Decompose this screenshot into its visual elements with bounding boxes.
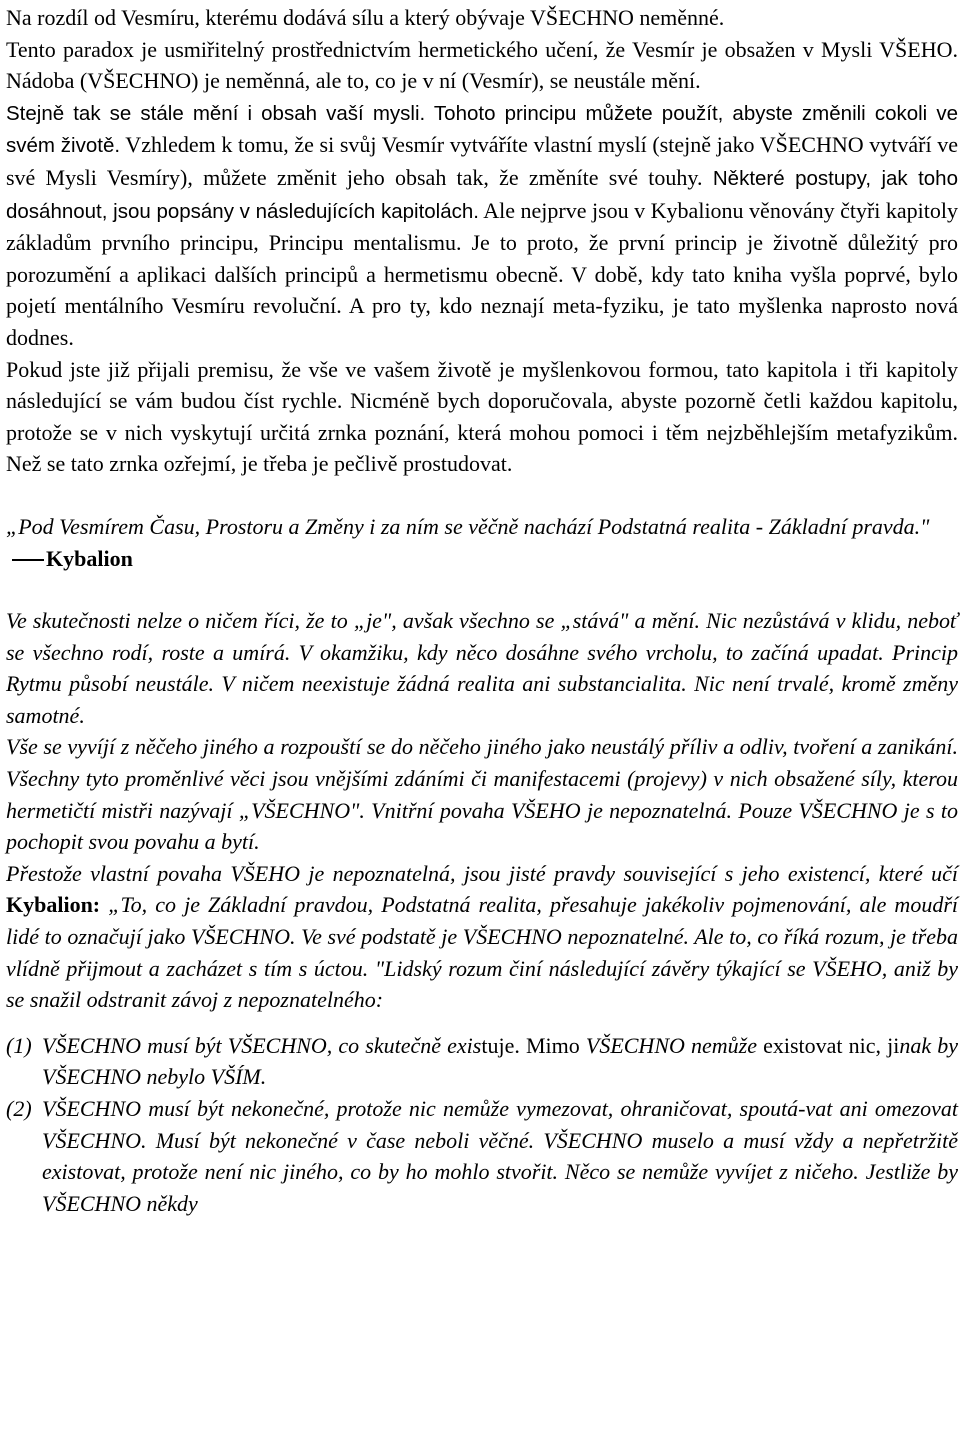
mind-sans-text: Stejně tak se stále mění i obsah vaší mysli. Tohoto principu můžete použít, abyste změnili cokoli ve svém životě. [6,101,958,158]
list-item [6,1030,958,1093]
quote-attribution [6,543,958,575]
mind-text-2: Ale nejprve jsou v Kybalionu věnovány čtyři kapitoly základům prvního principu, Principu mentalismu. Je to proto, že první princip je životně důležitý pro porozumění a aplikaci dalších principů a hermetismu obecně. V době, kdy tato kniha vyšla poprvé, bylo pojetí mentálního Vesmíru revoluční. A pro ty, kdo neznají meta-fyziku, je tato myšlenka naprosto nová dodnes. [6,197,959,350]
intro-line-2: Tento paradox je usmiřitelný prostřednictvím hermetického učení, že Vesmír je obsažen v Mysli VŠEHO. Nádoba (VŠECHNO) je neměnná, ale to, co je v ní (Vesmír), se neustále mění. [6,36,958,94]
paragraph-intro [6,34,958,97]
attribution-name: Kybalion [46,545,133,571]
list-item-italic: VŠECHNO musí být VŠECHNO, co skutečně exis [42,1032,482,1058]
list-item-italic-3: nak by VŠECHNO nebylo VŠÍM. [42,1032,959,1090]
mind-text-1: Vzhledem k tomu, že si svůj Vesmír vytváříte vlastní myslí (stejně jako VŠECHNO vytváří ve své Mysli Vesmíry), můžete změnit jeho obsah tak, že změníte své touhy. [6,132,958,190]
nature-kybalion-bold: Kybalion: [6,892,101,918]
attribution-dash [12,559,44,561]
intro-line-1: Na rozdíl od Vesmíru, kterému dodává sílu a který obývaje VŠECHNO neměnné. [6,5,725,30]
list-item-text [42,1030,958,1093]
list-item-upright: tuje. Mimo [481,1032,586,1058]
paragraph-flow: Vše se vyvíjí z něčeho jiného a rozpouští se do něčeho jiného jako neustálý příliv a odliv, tvoření a zanikání. Všechny tyto proměnlivé věci jsou vnějšími zdáními či manifestacemi (projevy) v nich obsažené síly, kterou hermetičtí mistři nazývají „VŠECHNO". Vnitřní povaha VŠEHO je nepoznatelná. Pouze VŠECHNO je s to pochopit svou povahu a bytí. [6,734,958,855]
nature-text-end: „To, co je Základní pravdou, Podstatná realita, přesahuje jakékoliv pojmenování, ale moudří lidé to označují jako VŠECHNO. Ve své podstatě je VŠECHNO nepoznatelné. Ale to, co říká rozum, je třeba vlídně přijmout a zacházet s tím s úctou. "Lidský rozum činí následující závěry týkající se VŠEHO, aniž by se snažil odstranit závoj z nepoznatelného: [6,892,958,1013]
spacer [6,574,958,605]
paragraph-nature [6,858,958,1016]
list-item-text: VŠECHNO musí být nekonečné, protože nic nemůže vymezovat, ohraničovat, spoutá-vat ani omezovat VŠECHNO. Musí být nekonečné v čase neboli věčné. VŠECHNO muselo a musí vždy a nepřetržitě existovat, protože není nic jiného, co by ho mohlo stvořit. Něco se nemůže vyvíjet z ničeho. Jestliže by VŠECHNO někdy [42,1096,958,1216]
mind-sans-text-2: Některé postupy, jak toho dosáhnout, jsou popsány v následujících kapitolách. [6,166,958,223]
paragraph-mind [6,97,958,354]
list-item-italic-2: VŠECHNO nemůže [585,1032,757,1058]
paragraph-premise: Pokud jste již přijali premisu, že vše ve vašem životě je myšlenkovou formou, tato kapitola i tři kapitoly následující se vám budou číst rychle. Nicméně bych doporučovala, abyste pozorně četli každou kapitolu, protože se v nich vyskytují určitá zrnka poznání, která mohou pomoci i těm nejzběhlejším metafyzikům. Než se tato zrnka ozřejmí, je třeba je pečlivě prostudovat. [6,356,958,477]
list-item-upright-2: existovat nic, ji [756,1032,900,1058]
paragraph-intro-line [6,2,958,34]
spacer [6,480,958,511]
paragraph-reality: Ve skutečnosti nelze o ničem říci, že to „je", avšak všechno se „stává" a mění. Nic nezůstává v klidu, neboť se všechno rodí, roste a umírá. V okamžiku, kdy něco dosáhne svého vrcholu, to začíná upadat. Princip Rytmu působí neustále. V ničem neexistuje žádná realita ani substancialita. Nic není trvalé, kromě změny samotné. [6,608,958,728]
list-item-number: (2) [6,1096,32,1121]
spacer [6,1016,958,1030]
list-item-number: (1) [6,1032,32,1058]
kybalion-quote: „Pod Vesmírem Času, Prostoru a Změny i za ním se věčně nachází Podstatná realita - Základní pravda." [6,513,930,539]
list-item [6,1093,958,1219]
nature-text-start: Přestože vlastní povaha VŠEHO je nepoznatelná, jsou jisté pravdy související s jeho existencí, které učí [6,860,958,886]
